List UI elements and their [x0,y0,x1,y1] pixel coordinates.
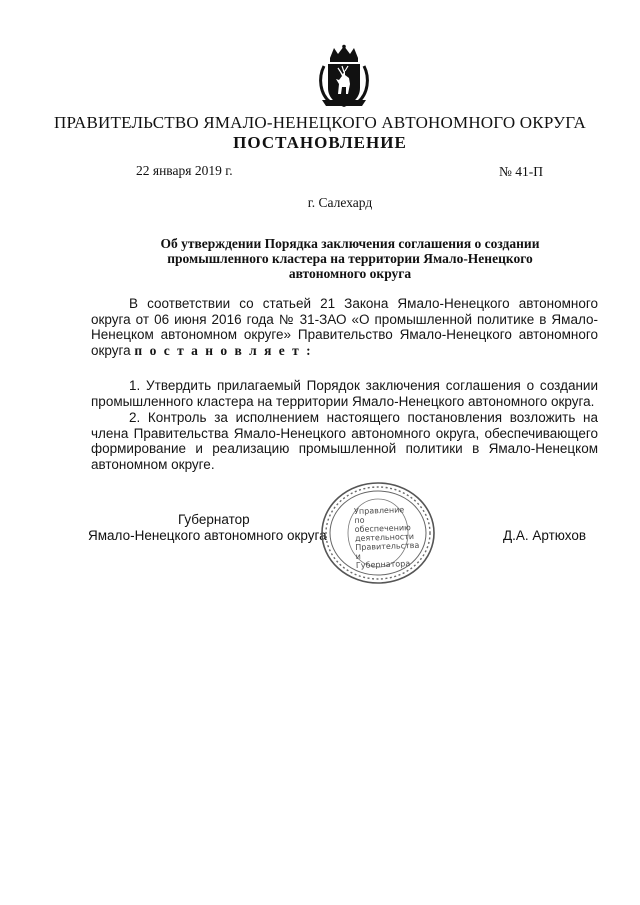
paragraph-item-1: 1. Утвердить прилагаемый Порядок заключения соглашения о создании промышленного кластера на территории Ямало-Ненецкого автономного округа. [91,378,598,409]
document-subject: Об утверждении Порядка заключения соглашения о создании промышленного кластера на территории Ямало-Ненецкого автономного округа [160,236,540,281]
preamble-text: В соответствии со статьей 21 Закона Ямало-Ненецкого автономного округа от 06 июня 2016 года № 31-ЗАО «О промышленной политике в Ямало-Ненецком автономном округе» Правительство Ямало-Ненецкого автономного округа [91,296,598,358]
signer-block [88,512,327,543]
government-title: ПРАВИТЕЛЬСТВО ЯМАЛО-НЕНЕЦКОГО АВТОНОМНОГО ОКРУГА [54,113,586,132]
stamp-line: и Губернатора [355,551,411,571]
resolution-keyword: п о с т а н о в л я е т : [134,342,313,358]
signer-title: Губернатор [178,512,250,527]
document-number: № 41-П [499,164,544,179]
paragraph-preamble [91,296,598,358]
signer-name: Д.А. Артюхов [503,528,587,543]
stamp-line: Правительства [355,540,420,553]
signer-region: Ямало-Ненецкого автономного округа [88,527,327,543]
document-city: г. Салехард [307,195,373,210]
paragraph-item-2: 2. Контроль за исполнением настоящего постановления возложить на члена Правительства Ямало-Ненецкого автономного округа, обеспечивающего формирование и реализацию промышленной политики в Ямало-Ненецком автономном округе. [91,410,598,472]
stamp-line: обеспечению [354,523,411,535]
coat-of-arms-icon [316,44,372,110]
document-date: 22 января 2019 г. [136,163,233,178]
stamp-line: деятельности [354,531,415,544]
document-type: ПОСТАНОВЛЕНИЕ [233,133,407,152]
stamp-text [353,505,420,571]
stamp-line: Управление по [353,505,405,526]
